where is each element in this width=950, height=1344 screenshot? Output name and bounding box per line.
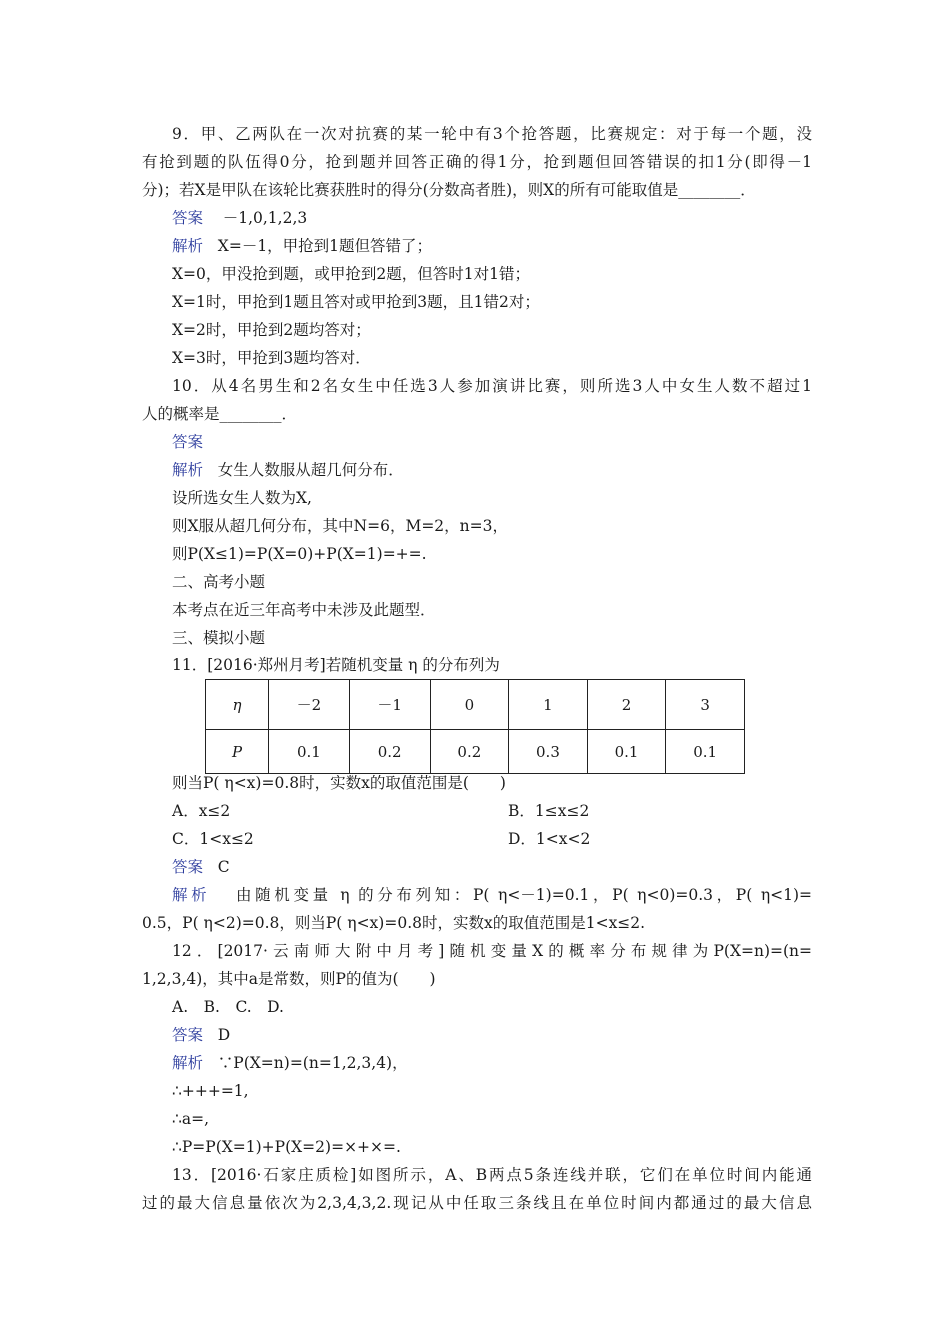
q12-answer <box>172 1025 842 1045</box>
answer-value: C <box>217 858 230 876</box>
analysis-label: 解析 <box>172 237 204 255</box>
q9-answer <box>172 208 842 228</box>
analysis-line: 由随机变量 η 的分布列知：P( η<－1)=0.1，P( η<0)=0.3，P( η<1)= <box>236 886 813 904</box>
option-d: D．1<x<2 <box>508 830 591 848</box>
q10-answer-label: 答案 <box>172 433 204 451</box>
analysis-line: 则P(X≤1)=P(X=0)+P(X=1)=+=. <box>172 545 427 563</box>
analysis-line: 0.5，P( η<2)=0.8，则当P( η<x)=0.8时，实数x的取值范围是1<x≤2. <box>142 914 646 932</box>
q13-line-1: 13．[2016·石家庄质检]如图所示，A、B两点5条连线并联，它们在单位时间内能通 <box>172 1166 812 1184</box>
table-cell: 0.1 <box>587 730 666 774</box>
analysis-line: ∴a=, <box>172 1110 210 1128</box>
q11-analysis <box>172 885 812 905</box>
table-cell: 0 <box>430 680 509 730</box>
table-cell: 3 <box>666 680 745 730</box>
analysis-line: 设所选女生人数为X, <box>172 489 312 507</box>
section-title: 三、模拟小题 <box>172 629 266 647</box>
answer-value: －1,0,1,2,3 <box>222 209 308 227</box>
q9-line-2: 有抢到题的队伍得0分，抢到题并回答正确的得1分，抢到题但回答错误的扣1分(即得－1 <box>142 153 812 171</box>
table-cell: P <box>206 730 269 774</box>
answer-label: 答案 <box>172 858 204 876</box>
answer-label: 答案 <box>172 1026 204 1044</box>
analysis-label: 解析 <box>172 886 211 904</box>
analysis-line: X=2时，甲抢到2题均答对； <box>172 321 371 339</box>
table-cell: 0.3 <box>509 730 588 774</box>
q10-analysis <box>172 460 842 480</box>
q11-question: 则当P( η<x)=0.8时，实数x的取值范围是( ) <box>172 774 506 792</box>
table-cell: 1 <box>509 680 588 730</box>
table-cell: 2 <box>587 680 666 730</box>
q11-answer <box>172 857 842 877</box>
option-a: A．x≤2 <box>172 802 231 820</box>
section-title: 二、高考小题 <box>172 573 266 591</box>
q12-line-2: 1,2,3,4)，其中a是常数，则P的值为( ) <box>142 970 436 988</box>
q11-stem: 11．[2016·郑州月考]若随机变量 η 的分布列为 <box>172 656 500 674</box>
analysis-line: X=－1，甲抢到1题但答错了； <box>217 237 433 255</box>
q12-analysis <box>172 1053 842 1073</box>
q12-line-1: 12．[2017·云南师大附中月考]随机变量X的概率分布规律为P(X=n)=(n= <box>172 942 812 960</box>
distribution-table <box>205 679 745 774</box>
table-cell: －1 <box>349 680 430 730</box>
table-cell: 0.2 <box>349 730 430 774</box>
analysis-line: 则X服从超几何分布，其中N=6，M=2，n=3， <box>172 517 508 535</box>
analysis-line: 女生人数服从超几何分布． <box>217 461 404 479</box>
answer-value: D <box>217 1026 231 1044</box>
q9-analysis <box>172 236 842 256</box>
analysis-line: ∴+++=1, <box>172 1082 249 1100</box>
q13-line-2: 过的最大信息量依次为2,3,4,3,2.现记从中任取三条线且在单位时间内都通过的最大信息 <box>142 1194 812 1212</box>
answer-label: 答案 <box>172 209 204 227</box>
analysis-label: 解析 <box>172 1054 204 1072</box>
q9-line-1: 9．甲、乙两队在一次对抗赛的某一轮中有3个抢答题，比赛规定：对于每一个题，没 <box>172 125 812 143</box>
q12-options: A. B. C. D. <box>172 998 284 1016</box>
section-text: 本考点在近三年高考中未涉及此题型． <box>172 601 436 619</box>
option-c: C．1<x≤2 <box>172 830 254 848</box>
table-cell: 0.1 <box>269 730 350 774</box>
table-cell: 0.1 <box>666 730 745 774</box>
q10-line-2: 人的概率是________． <box>142 405 298 423</box>
analysis-line: X=1时，甲抢到1题且答对或甲抢到3题，且1错2对； <box>172 293 540 311</box>
analysis-line: ∴P=P(X=1)+P(X=2)=×+×=. <box>172 1138 401 1156</box>
analysis-line: X=3时，甲抢到3题均答对． <box>172 349 371 367</box>
analysis-label: 解析 <box>172 461 204 479</box>
table-cell: η <box>206 680 269 730</box>
table-cell: 0.2 <box>430 730 509 774</box>
q9-line-3: 分)；若X是甲队在该轮比赛获胜时的得分(分数高者胜)，则X的所有可能取值是________． <box>142 181 756 199</box>
analysis-line: ∵P(X=n)=(n=1,2,3,4)， <box>217 1054 408 1072</box>
analysis-line: X=0，甲没抢到题，或甲抢到2题，但答时1对1错； <box>172 265 530 283</box>
table-row <box>206 730 745 774</box>
q10-line-1: 10．从4名男生和2名女生中任选3人参加演讲比赛，则所选3人中女生人数不超过1 <box>172 377 812 395</box>
table-row <box>206 680 745 730</box>
table-cell: －2 <box>269 680 350 730</box>
option-b: B．1≤x≤2 <box>508 802 590 820</box>
